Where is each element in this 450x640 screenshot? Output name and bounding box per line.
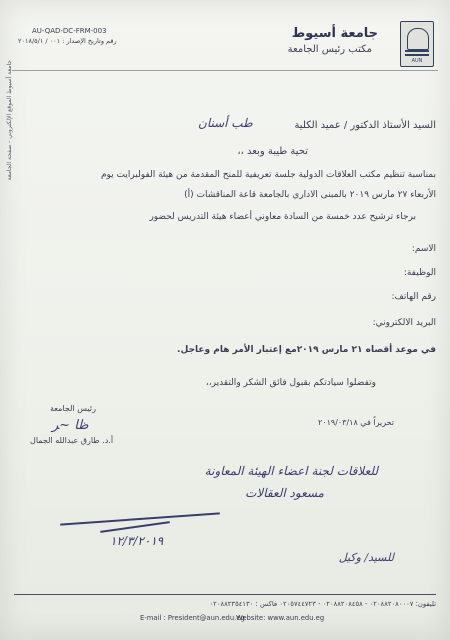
side-note: جامعة أسيوط الموقع الإلكتروني - صفحة الجامعة [6, 60, 13, 181]
footer-website: Website: www.aun.edu.eg [236, 614, 325, 622]
office-name: مكتب رئيس الجامعة [287, 44, 372, 55]
field-phone: رقم الهاتف: [391, 292, 436, 302]
annotation-date: ١٢/٣/٢٠١٩ [110, 534, 164, 548]
salutation: السيد الأستاذ الدكتور / عميد الكلية [294, 120, 436, 131]
annotation-line-1: للعلاقات لجنة اعضاء الهيئة المعاونة [204, 464, 378, 478]
faculty-handwritten: طب أسنان [198, 116, 253, 130]
issue-date: تحريراً في ٢٠١٩/٠٣/١٨ [318, 418, 395, 427]
annotation-note: للسيد/ وكيل [338, 551, 394, 564]
field-job: الوظيفة: [403, 268, 436, 278]
signer-name: أ.د. طارق عبدالله الجمال [30, 436, 114, 445]
footer-divider [14, 594, 436, 595]
annotation-stroke-2 [100, 521, 170, 532]
field-name: الاسم: [411, 244, 436, 254]
footer-phones: تليفون: ٠٢٠٨٨٢٠٨٠٠٠٧ - ٠٢٠٨٨٢٠٨٤٥٨ - ٠٢٠٥٧٤٤٧٢٣ فاكس : ٠٢٠٨٨٢٣٥٤١٣٠ [209, 600, 436, 608]
annotation-stroke [60, 512, 220, 525]
university-logo-icon: AUN [400, 21, 434, 67]
header-divider [12, 70, 438, 71]
form-code: AU-QAD-DC-FRM-003 [32, 27, 107, 35]
university-name: جامعة أسيوط [291, 26, 378, 41]
body-line-2: الأربعاء ٢٧ مارس ٢٠١٩ بالمبنى الاداري بالجامعة قاعة المناقشات (أ) [184, 190, 436, 200]
body-line-3: برجاء ترشيح عدد خمسة من السادة معاوني أعضاء هيئة التدريس لحضور [149, 212, 416, 222]
signature-scribble: ﻇﺎ ~ﺮ [52, 418, 89, 433]
greeting: تحية طيبة وبعد ،، [237, 146, 308, 157]
signer-title: رئيس الجامعة [50, 404, 96, 413]
field-email: البريد الالكتروني: [372, 318, 436, 328]
deadline: في موعد أقصاه ٢١ مارس ٢٠١٩مع إعتبار الأمر هام وعاجل. [177, 345, 436, 355]
closing: وتفضلوا سيادتكم بقبول فائق الشكر والتقدير،، [205, 378, 376, 388]
annotation-line-2: مسعود العقالات [245, 486, 324, 500]
body-line-1: بمناسبة تنظيم مكتب العلاقات الدولية جلسة تعريفية للمنح المقدمة من هيئة الفولبرايت يوم [100, 170, 436, 180]
footer-email: E-mail : President@aun.edu.eg [140, 614, 245, 622]
issue-line: رقم وتاريخ الإصدار : ٠٠١ / ٢٠١٨/٥/١ [18, 37, 117, 45]
